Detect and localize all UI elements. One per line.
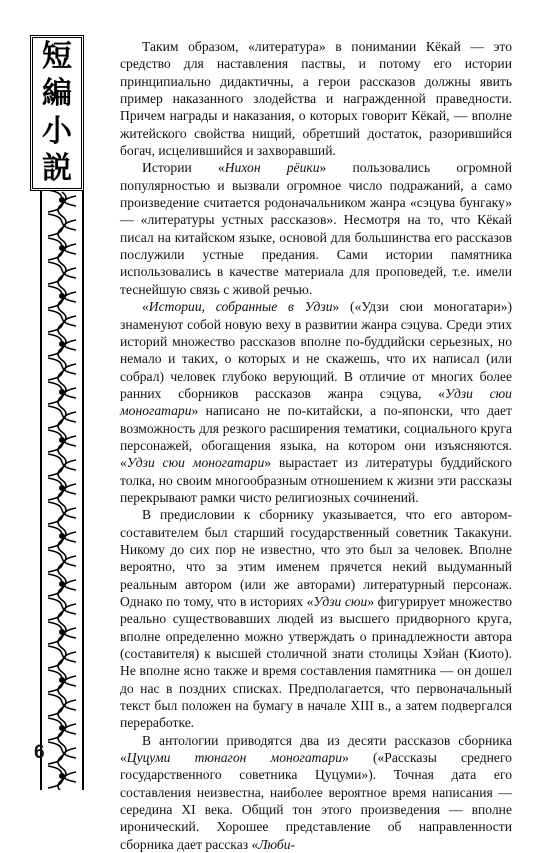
title-char: 説 (42, 151, 72, 187)
text-run: » («Удзи сюи моногатари») знаменуют собой новую веху в развитии жанра сэцува. Среди этих историй множество рассказов вполне по-буддийски серьезных, но немало и таких, о которых и не скажешь, что их написал (или собрал) человек глубоко верующий. В отличие от многих более ранних сборников рассказов жанра сэцува, « (120, 299, 512, 401)
text-run: » пользовались огромной популярностью и вызвали огромное число подражаний, а само произведение считается родоначальником жанра «сэцува бунгаку» — «литературы устных рассказов». Несмотря на то, что Кёкай писал на китайском языке, основой для большинства его рассказов послужили устные предания. Сами истории памятника использовались в качестве материала для проповедей, т.е. имели теснейшую связь с живой речью. (120, 160, 512, 297)
italic-title-run: Истории, собранные в Удзи (148, 299, 333, 315)
italic-title-run: Цуцуми тюнагон моногатари (126, 750, 343, 766)
vertical-title (30, 35, 84, 191)
title-char: 編 (42, 76, 72, 112)
decorative-border-ornament (40, 190, 84, 790)
paragraph (120, 159, 512, 298)
text-run: » фигурирует множество реально существовавших людей из высшего придворного круга, вполне определенно можно утверждать о принадлежности автора (составителя) к высшей столичной знати столицы Хэйан (Киото). Не вполне ясно также и время составления памятника — он дошел до нас в поздних списках. Предполагается, что первоначальный текст был положен на бумагу в начале XIII в., а затем подвергался переработке. (120, 594, 512, 731)
page-number: 6 (34, 742, 45, 763)
text-run: » вырастает из литературы буддийского толка, но своим многообразным отношением к жизни эти рассказы перекрывают рамки чисто религиозных сочинений. (120, 455, 512, 505)
text-run: В предисловии к сборнику указывается, что его автором-составителем был старший государственный советник Такакуни. Никому до сих пор не известно, что это был за человек. Вполне вероятно, что за этим именем прячется некий выдуманный реальным автором (или же авторами) литературный персонаж. Однако по тому, что в историях « (120, 507, 512, 609)
title-char: 小 (42, 113, 72, 149)
text-run: Истории « (142, 160, 225, 176)
text-run: « (142, 299, 149, 315)
italic-title-run: Люби- (258, 836, 296, 852)
ornament-pattern (42, 190, 82, 790)
italic-title-run: Удзи сюи моногатари (126, 455, 265, 471)
text-run: » написано не по-китайски, а по-японски, что дает возможность для резкого расширения тематики, социального круга персонажей, обогащения языка, на котором они изъясняются. « (120, 403, 512, 471)
italic-title-run: Удзи сюи (313, 594, 368, 609)
italic-title-run: Нихон рёики (224, 160, 320, 176)
paragraph (120, 506, 512, 731)
title-char: 短 (42, 38, 72, 74)
paragraph (120, 298, 512, 506)
text-run: Таким образом, «литература» в понимании Кёкай — это средство для наставления паствы, и потому его истории принципиально дидактичны, а герои рассказов должны явить пример наказанного злодейства и награжденной праведности. Причем награды и наказания, о которых говорит Кёкай, — вполне житейского свойства нищий, обретший достаток, разорившийся богач, исцелившийся и захворавший. (120, 39, 512, 159)
italic-title-run: Удзи сюи моногатари (120, 385, 512, 419)
body-text (120, 38, 512, 853)
text-run: » («Рассказы среднего государственного советника Цуцуми»). Точная дата его составления неизвестна, наиболее вероятное время написания — середина XI века. Общий тон этого произведения — вполне иронический. Хорошее представление об направленности сборника дает рассказ « (120, 750, 512, 852)
paragraph (120, 38, 512, 159)
paragraph (120, 732, 512, 853)
text-run: В антологии приводятся два из десяти рассказов сборника « (120, 732, 512, 766)
